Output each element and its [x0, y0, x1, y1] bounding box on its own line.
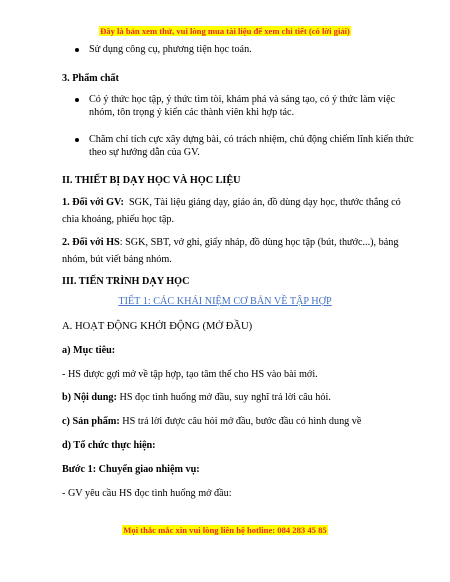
activity-title: A. HOẠT ĐỘNG KHỞI ĐỘNG (MỞ ĐẦU) — [62, 321, 253, 332]
teacher-line-1 — [62, 196, 402, 209]
lesson-title: TIẾT 1: CÁC KHÁI NIỆM CƠ BẢN VỀ TẬP HỢP — [118, 296, 332, 307]
objective-text: - HS được gợi mở về tập hợp, tạo tâm thế cho HS vào bài mới. — [62, 369, 318, 380]
organize-label: d) Tổ chức thực hiện: — [62, 440, 156, 451]
content-label: b) Nội dung: — [62, 392, 117, 403]
content-line — [62, 391, 402, 404]
student-text-2: nhóm, bút viết bảng nhóm. — [62, 254, 172, 265]
section-equipment: II. THIẾT BỊ DẠY HỌC VÀ HỌC LIỆU — [62, 175, 241, 186]
section-qualities: 3. Phẩm chất — [62, 73, 119, 84]
teacher-label: 1. Đối với GV: — [62, 197, 124, 208]
step-label: Bước 1: Chuyển giao nhiệm vụ: — [62, 464, 200, 475]
preview-notice-text: Đây là bản xem thử, vui lòng mua tài liệu để xem chi tiết (có lời giải) — [100, 26, 350, 36]
objective-label: a) Mục tiêu: — [62, 345, 116, 356]
hotline-notice-text: Mọi thắc mắc xin vui lòng liên hệ hotline: 084 283 45 85 — [123, 525, 327, 535]
step-text: - GV yêu cầu HS đọc tình huống mở đầu: — [62, 488, 232, 499]
teacher-text-2: chia khoảng, phiếu học tập. — [62, 214, 175, 225]
bullet-icon — [75, 138, 79, 142]
bullet-quality-2: Chăm chỉ tích cực xây dựng bài, có trách nhiệm, chủ động chiếm lĩnh kiến thức theo sự hướng dẫn của GV. — [89, 134, 414, 158]
student-line-1 — [62, 236, 402, 249]
teacher-text-1: SGK, Tài liệu giảng dạy, giáo án, đồ dùng dạy học, thước thẳng có — [128, 197, 401, 208]
section-process: III. TIẾN TRÌNH DẠY HỌC — [62, 276, 190, 287]
hotline-notice — [0, 525, 450, 535]
bullet-icon — [75, 98, 79, 102]
bullet-quality-1: Có ý thức học tập, ý thức tìm tòi, khám phá và sáng tạo, có ý thức làm việc nhóm, tôn trọng ý kiến các thành viên khi hợp tác. — [89, 94, 395, 118]
bullet-tools: Sử dụng công cụ, phương tiện học toán. — [89, 44, 252, 55]
student-label: 2. Đối với HS — [62, 237, 120, 248]
preview-notice — [0, 26, 450, 36]
bullet-icon — [75, 48, 79, 52]
product-line — [62, 415, 402, 428]
product-label: c) Sản phẩm: — [62, 416, 120, 427]
content-text: HS đọc tình huống mở đầu, suy nghĩ trả lời câu hỏi. — [116, 392, 331, 403]
student-text-1: : SGK, SBT, vở ghi, giấy nháp, đồ dùng học tập (bút, thước...), bảng — [119, 237, 399, 248]
product-text: HS trả lời được câu hỏi mở đầu, bước đầu có hình dung về — [119, 416, 362, 427]
